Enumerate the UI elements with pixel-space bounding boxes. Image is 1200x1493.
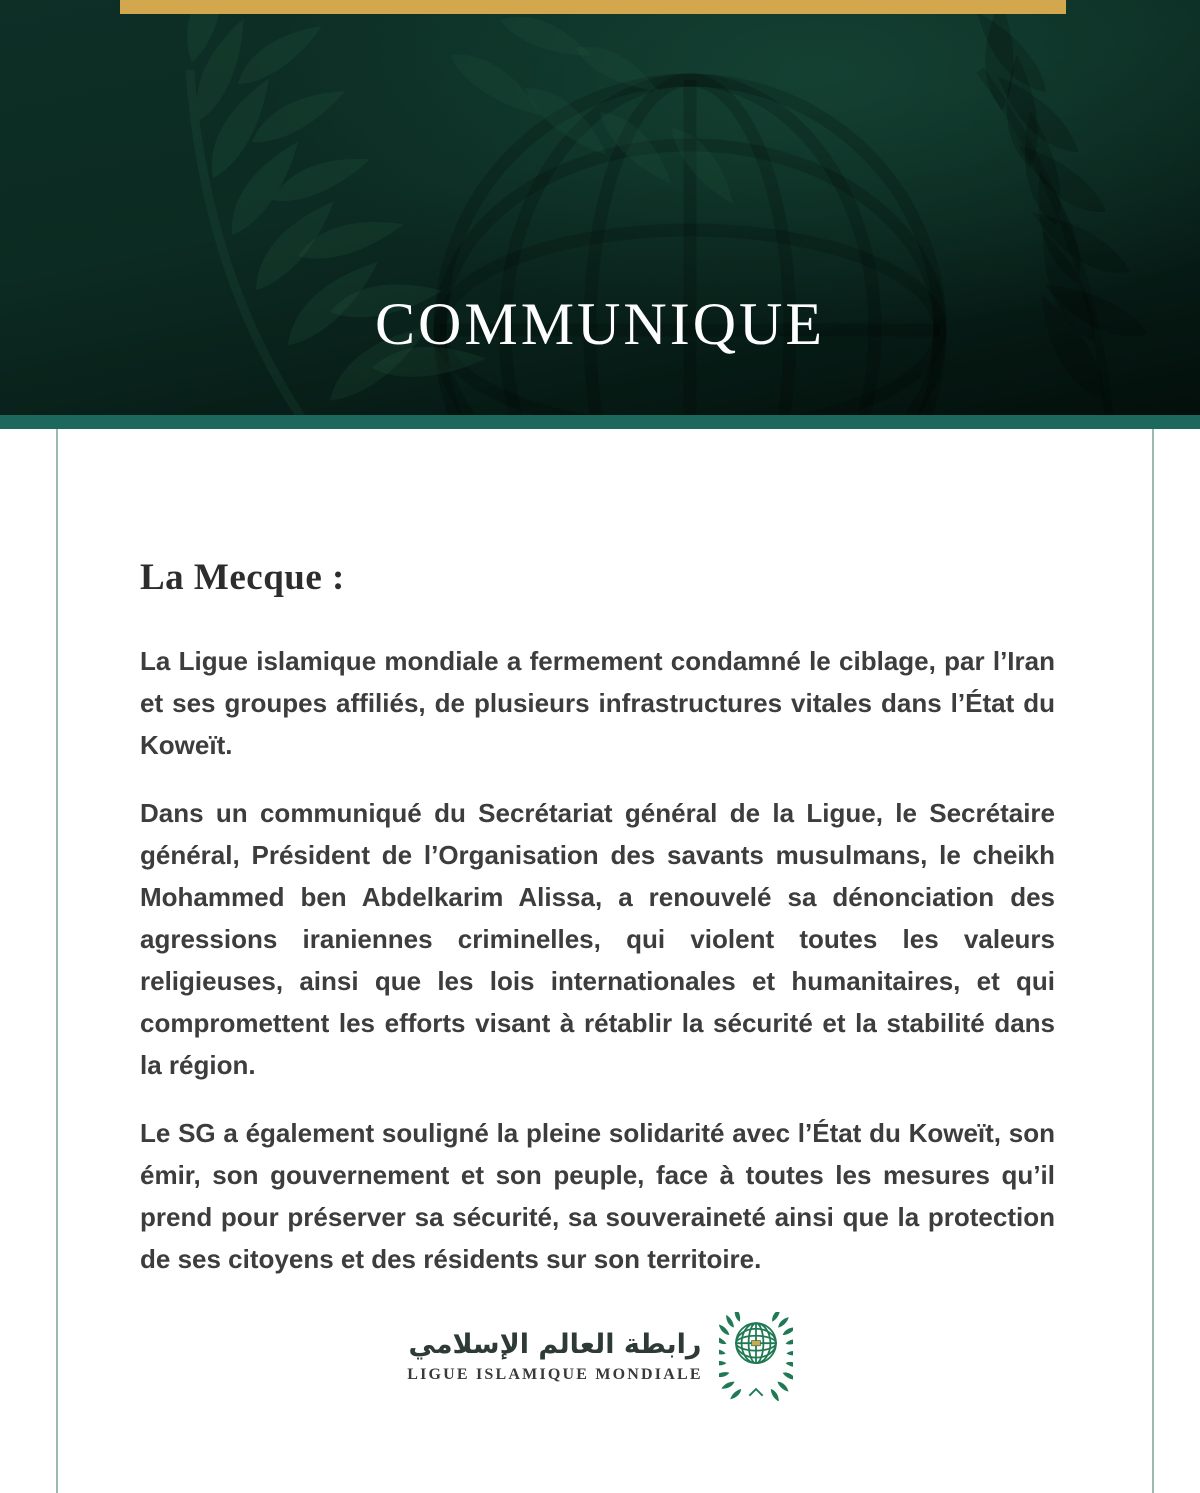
body-paragraph: Le SG a également souligné la pleine solidarité avec l’État du Koweït, son émir, son gouvernement et son peuple, face à toutes les mesures qu’il prend pour préserver sa sécurité, sa souveraineté ainsi que la protection de ses citoyens et des résidents sur son territoire. (140, 1118, 1055, 1274)
gold-accent-bar (120, 0, 1066, 14)
globe-watermark-icon (440, 80, 940, 415)
mwl-arabic-wordmark: رابطة العالم الإسلامي (408, 1329, 702, 1361)
communique-body (140, 640, 1055, 1306)
mwl-logo (0, 1312, 1200, 1401)
teal-divider-band (0, 415, 1200, 429)
communique-title: COMMUNIQUE (375, 291, 825, 357)
mwl-emblem-icon (719, 1312, 793, 1401)
body-paragraph: Dans un communiqué du Secrétariat général de la Ligue, le Secrétaire général, Président de l’Organisation des savants musulmans, le cheikh Mohammed ben Abdelkarim Alissa, a renouvelé sa dénonciation des agressions iraniennes criminelles, qui violent toutes les valeurs religieuses, ainsi que les lois internationales et humanitaires, et qui compromettent les efforts visant à rétablir la sécurité et la stabilité dans la région. (140, 798, 1055, 1080)
mwl-latin-wordmark: LIGUE ISLAMIQUE MONDIALE (407, 1365, 703, 1383)
communique-header (0, 0, 1200, 415)
body-paragraph: La Ligue islamique mondiale a fermement condamné le ciblage, par l’Iran et ses groupes affiliés, de plusieurs infrastructures vitales dans l’État du Koweït. (140, 646, 1055, 760)
dateline-heading: La Mecque : (140, 557, 345, 598)
mwl-wordmarks (407, 1329, 703, 1383)
